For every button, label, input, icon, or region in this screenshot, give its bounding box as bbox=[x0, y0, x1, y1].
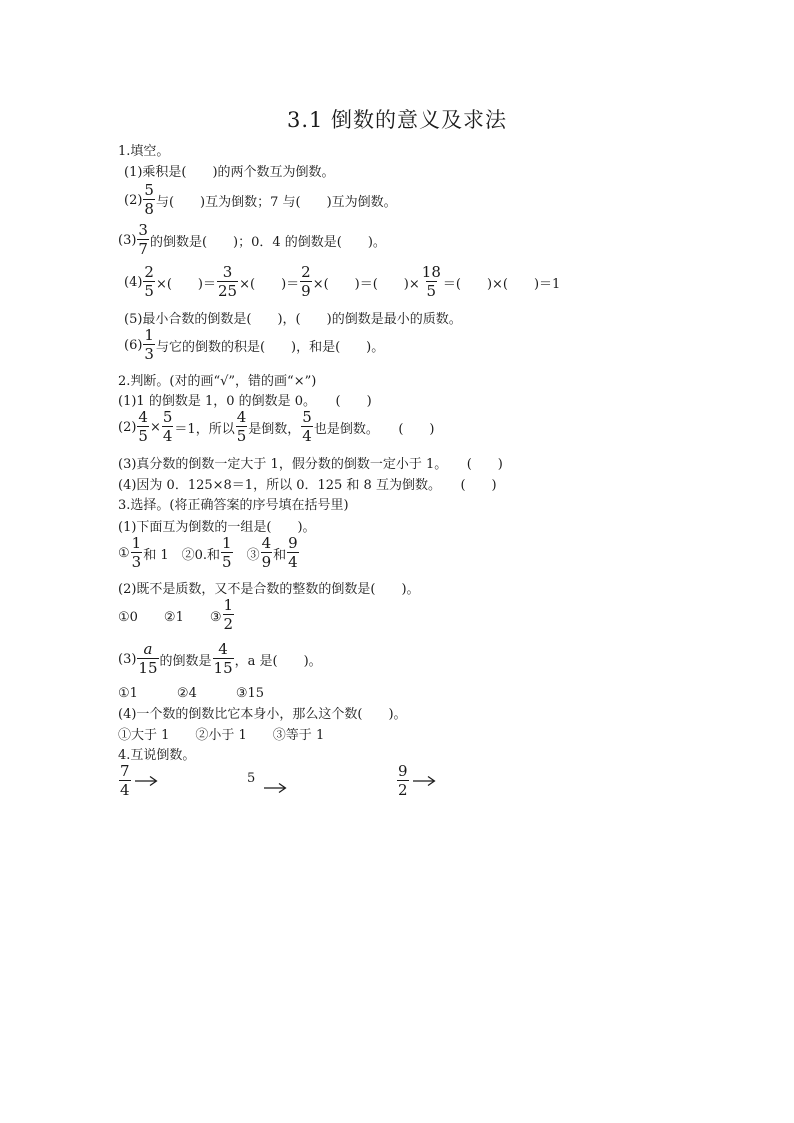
section-2-heading: 2.判断。(对的画“√”，错的画“×”) bbox=[118, 374, 317, 389]
fraction: $\frac{4}{15}$ bbox=[213, 640, 233, 677]
fraction: $\frac{5}{8}$ bbox=[144, 181, 154, 218]
s3-question-2: (2)既不是质数，又不是合数的整数的倒数是( )。 bbox=[118, 582, 420, 597]
q-text: 也是倒数。 ( ) bbox=[313, 421, 435, 437]
s2-question-3: (3)真分数的倒数一定大于 1，假分数的倒数一定小于 1。 ( ) bbox=[118, 457, 503, 472]
fraction: $\frac{3}{25}$ bbox=[218, 263, 238, 300]
s4-item-1 bbox=[118, 764, 158, 798]
q-text: ＝( )×( )＝1 bbox=[442, 276, 561, 292]
q-number: (6) bbox=[124, 337, 143, 353]
s2-question-1: (1)1 的倒数是 1，0 的倒数是 0。 ( ) bbox=[118, 394, 372, 409]
q-text: ＝1，所以 bbox=[174, 421, 235, 437]
q-text: ，a 是( )。 bbox=[234, 653, 322, 669]
s3-question-4-options: ①大于 1 ②小于 1 ③等于 1 bbox=[118, 728, 325, 743]
fraction: $\frac{1}{3}$ bbox=[144, 326, 154, 363]
q-number: (4) bbox=[124, 274, 143, 290]
fraction: $\frac{18}{5}$ bbox=[421, 263, 441, 300]
option-label: ① bbox=[118, 545, 130, 561]
page-title: 3.1 倒数的意义及求法 bbox=[286, 108, 508, 132]
q-text: 与( )互为倒数；7 与( )互为倒数。 bbox=[155, 194, 397, 210]
s3-question-1: (1)下面互为倒数的一组是( )。 bbox=[118, 520, 316, 535]
s1-question-4 bbox=[124, 265, 560, 299]
fraction: $\frac{4}{9}$ bbox=[261, 534, 272, 571]
q-number: (3) bbox=[118, 651, 137, 667]
s3-question-3 bbox=[118, 642, 322, 676]
s1-question-5: (5)最小合数的倒数是( )，( )的倒数是最小的质数。 bbox=[124, 312, 462, 327]
fraction: $\frac{a}{15}$ bbox=[138, 640, 158, 677]
fraction: $\frac{1}{3}$ bbox=[131, 534, 142, 571]
fraction: $\frac{9}{4}$ bbox=[288, 534, 298, 571]
s3-question-2-options bbox=[118, 598, 235, 632]
right-arrow-icon bbox=[263, 782, 287, 794]
fraction: $\frac{3}{7}$ bbox=[138, 221, 148, 258]
integer-value: 5 bbox=[247, 771, 256, 786]
option-label: 和 1 ②0.和 bbox=[143, 547, 221, 563]
q-text: 的倒数是 bbox=[159, 653, 212, 669]
right-arrow-icon bbox=[412, 775, 436, 787]
q-number: (3) bbox=[118, 232, 137, 248]
s2-question-4: (4)因为 0．125×8＝1，所以 0．125 和 8 互为倒数。 ( ) bbox=[118, 478, 497, 493]
q-text: 是倒数， bbox=[248, 421, 301, 437]
fraction: $\frac{4}{5}$ bbox=[236, 408, 247, 445]
s3-question-4: (4)一个数的倒数比它本身小，那么这个数( )。 bbox=[118, 707, 407, 722]
fraction: $\frac{9}{2}$ bbox=[398, 762, 408, 799]
q-text: ×( )＝ bbox=[239, 276, 300, 292]
q-text: ×( )＝ bbox=[155, 276, 217, 292]
fraction: $\frac{5}{4}$ bbox=[302, 408, 312, 445]
option-label: ③ bbox=[233, 547, 260, 563]
s1-question-6 bbox=[124, 328, 384, 362]
section-4-heading: 4.互说倒数。 bbox=[118, 748, 196, 763]
fraction: $\frac{7}{4}$ bbox=[120, 762, 130, 799]
fraction: $\frac{4}{5}$ bbox=[138, 408, 148, 445]
fraction: $\frac{2}{9}$ bbox=[301, 263, 311, 300]
q-text: ×( )＝( )× bbox=[312, 276, 420, 292]
fraction: $\frac{1}{2}$ bbox=[223, 596, 234, 633]
s1-question-2 bbox=[124, 183, 397, 217]
right-arrow-icon bbox=[134, 775, 158, 787]
fraction: $\frac{2}{5}$ bbox=[144, 263, 154, 300]
s3-question-3-options: ①1 ②4 ③15 bbox=[118, 686, 265, 701]
option-label: 和 bbox=[273, 547, 287, 563]
fraction: $\frac{5}{4}$ bbox=[162, 408, 173, 445]
q-text: × bbox=[149, 419, 161, 435]
s4-item-2 bbox=[247, 771, 287, 790]
option-label: ①0 ②1 ③ bbox=[118, 609, 222, 625]
fraction: $\frac{1}{5}$ bbox=[222, 534, 232, 571]
q-number: (2) bbox=[124, 192, 143, 208]
q-text: 与它的倒数的积是( )，和是( )。 bbox=[155, 339, 385, 355]
s1-question-3 bbox=[118, 223, 386, 257]
s1-question-1: (1)乘积是( )的两个数互为倒数。 bbox=[124, 165, 335, 180]
section-3-heading: 3.选择。(将正确答案的序号填在括号里) bbox=[118, 498, 349, 513]
s2-question-2 bbox=[118, 410, 434, 444]
s3-question-1-options bbox=[118, 536, 300, 570]
q-number: (2) bbox=[118, 419, 137, 435]
s4-item-3 bbox=[396, 764, 436, 798]
section-1-heading: 1.填空。 bbox=[118, 144, 170, 159]
q-text: 的倒数是( )；0．4 的倒数是( )。 bbox=[149, 234, 386, 250]
